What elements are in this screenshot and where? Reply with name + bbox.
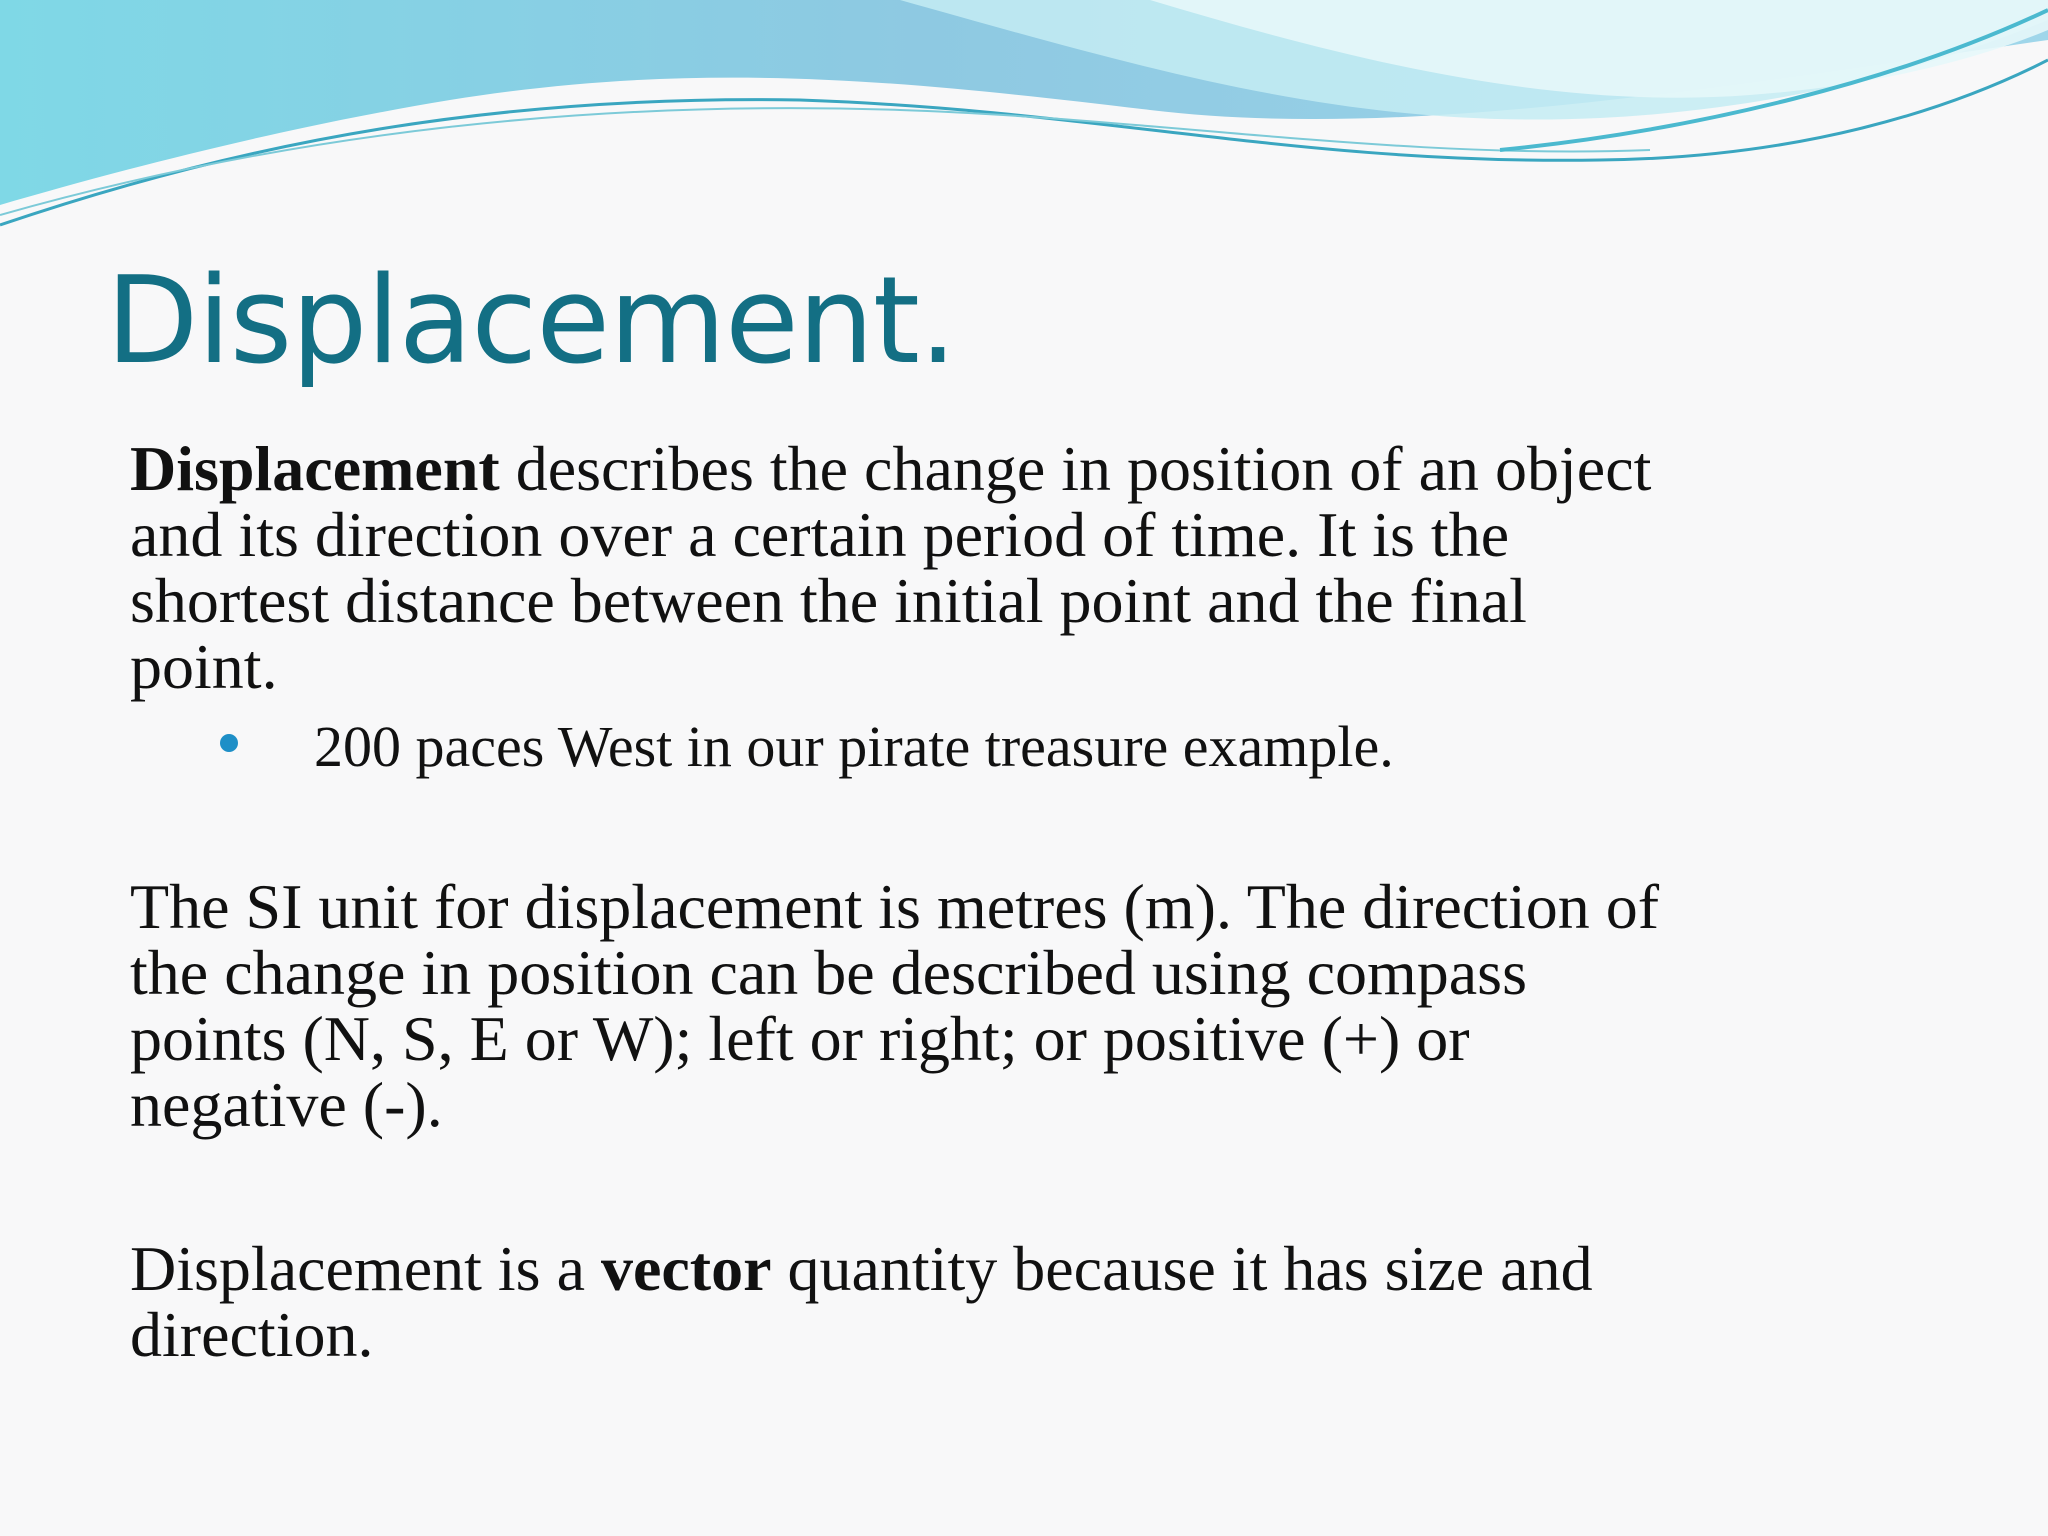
definition-line-3: shortest distance between the initial point and the final: [130, 565, 1527, 636]
definition-line-2: and its direction over a certain period of time. It is the: [130, 499, 1510, 570]
slide-title: Displacement.: [106, 252, 957, 391]
vector-line-2: direction.: [130, 1299, 374, 1370]
si-unit-line-2: the change in position can be described using compass: [130, 937, 1527, 1008]
vector-line-end: quantity because it has size and: [771, 1233, 1593, 1304]
bullet-text: 200 paces West in our pirate treasure example.: [314, 714, 1394, 779]
si-unit-paragraph: [130, 871, 2010, 1140]
slide-body: [130, 433, 2010, 1370]
list-item: [130, 712, 2010, 782]
si-unit-line-3: points (N, S, E or W); left or right; or positive (+) or: [130, 1003, 1470, 1074]
vector-term: vector: [600, 1233, 772, 1304]
definition-term: Displacement: [130, 433, 500, 504]
definition-paragraph: [130, 433, 2010, 702]
header-wave-decoration: [0, 0, 2048, 240]
vector-line-start: Displacement is a: [130, 1233, 601, 1304]
bullet-icon: [220, 734, 238, 752]
si-unit-line-4: negative (-).: [130, 1069, 443, 1140]
definition-line-4: point.: [130, 631, 278, 702]
vector-paragraph: [130, 1233, 2010, 1370]
definition-line-1: describes the change in position of an object: [499, 433, 1652, 504]
si-unit-line-1: The SI unit for displacement is metres (m). The direction of: [130, 871, 1660, 942]
